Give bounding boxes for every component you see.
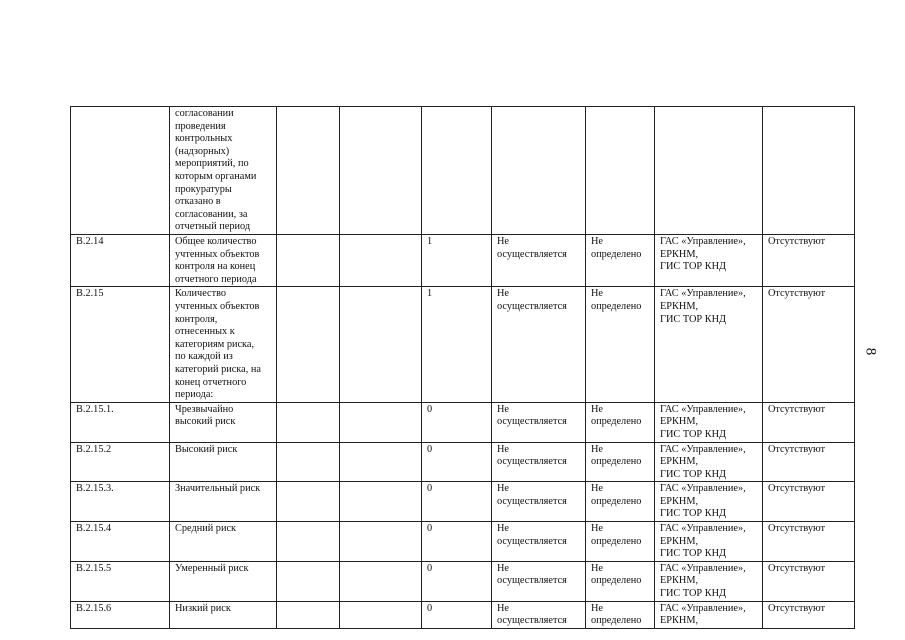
cell-line: ГАС «Управление», xyxy=(660,523,746,535)
cell-line: ЕРКНМ, xyxy=(660,615,699,627)
cell-line: Не xyxy=(497,236,510,247)
table-row xyxy=(71,522,855,562)
cell-line: определено xyxy=(591,300,642,312)
cell-line: ЕРКНМ, xyxy=(660,535,699,547)
cell-line: отнесенных к xyxy=(175,326,235,338)
cell-line: Не xyxy=(497,403,510,415)
indicator-value: 0 xyxy=(427,483,433,495)
empty-cell xyxy=(277,235,340,287)
status-cell xyxy=(586,107,655,235)
source-cell xyxy=(655,235,763,287)
notes-cell xyxy=(763,482,855,522)
cell-line: ГИС ТОР КНД xyxy=(660,508,727,520)
method-cell xyxy=(492,442,586,482)
cell-line: ЕРКНМ, xyxy=(660,495,699,507)
value-cell xyxy=(422,561,492,601)
indicator-name-cell xyxy=(170,482,277,522)
status-cell xyxy=(586,561,655,601)
value-cell xyxy=(422,235,492,287)
indicator-value: 0 xyxy=(427,523,433,535)
table-body xyxy=(71,107,855,629)
empty-cell xyxy=(340,402,422,442)
value-cell xyxy=(422,522,492,562)
indicator-name-cell xyxy=(170,402,277,442)
notes-cell xyxy=(763,287,855,402)
indicator-id: В.2.15.4 xyxy=(76,523,112,535)
status-cell xyxy=(586,601,655,628)
indicator-id: В.2.15.5 xyxy=(76,562,112,574)
indicator-name-cell xyxy=(170,235,277,287)
notes-cell xyxy=(763,107,855,235)
empty-cell xyxy=(340,482,422,522)
empty-cell xyxy=(277,287,340,402)
method-cell xyxy=(492,561,586,601)
empty-cell xyxy=(277,601,340,628)
indicator-value: 0 xyxy=(427,602,433,614)
cell-line: Средний риск xyxy=(175,523,237,535)
empty-cell xyxy=(340,561,422,601)
cell-line: Не xyxy=(591,602,604,614)
source-cell xyxy=(655,522,763,562)
empty-cell xyxy=(340,235,422,287)
empty-cell xyxy=(340,107,422,235)
cell-line: Количество xyxy=(175,288,227,300)
cell-line: осуществляется xyxy=(497,615,567,627)
indicator-value: 1 xyxy=(427,236,433,247)
cell-line: определено xyxy=(591,416,642,428)
indicator-value: 1 xyxy=(427,288,433,300)
source-cell xyxy=(655,402,763,442)
indicator-id-cell xyxy=(71,522,170,562)
cell-line: ГИС ТОР КНД xyxy=(660,548,727,560)
indicator-id: В.2.15.2 xyxy=(76,443,112,455)
indicator-name-cell xyxy=(170,601,277,628)
cell-line: ЕРКНМ, xyxy=(660,575,699,587)
cell-line: ГИС ТОР КНД xyxy=(660,428,727,440)
empty-cell xyxy=(340,287,422,402)
notes-text: Отсутствуют xyxy=(768,236,826,247)
cell-line: (надзорных) xyxy=(175,145,230,157)
cell-line: отказано в xyxy=(175,196,221,208)
empty-cell xyxy=(277,107,340,235)
cell-line: ГИС ТОР КНД xyxy=(660,588,727,600)
source-cell xyxy=(655,107,763,235)
cell-line: Умеренный риск xyxy=(175,562,249,574)
notes-cell xyxy=(763,561,855,601)
method-cell xyxy=(492,235,586,287)
cell-line: Не xyxy=(591,562,604,574)
cell-line: проведения xyxy=(175,120,226,132)
value-cell xyxy=(422,402,492,442)
cell-line: контроля на конец xyxy=(175,261,256,273)
method-cell xyxy=(492,522,586,562)
indicator-value: 0 xyxy=(427,443,433,455)
cell-line: Не xyxy=(497,523,510,535)
status-cell xyxy=(586,482,655,522)
source-cell xyxy=(655,561,763,601)
indicator-value: 0 xyxy=(427,403,433,415)
cell-line: осуществляется xyxy=(497,300,567,312)
cell-line: определено xyxy=(591,575,642,587)
cell-line: Не xyxy=(591,288,604,300)
indicator-id: В.2.15 xyxy=(76,288,104,300)
empty-cell xyxy=(340,522,422,562)
notes-cell xyxy=(763,601,855,628)
cell-line: ГАС «Управление», xyxy=(660,236,746,247)
empty-cell xyxy=(277,402,340,442)
empty-cell xyxy=(277,522,340,562)
cell-line: мероприятий, по xyxy=(175,158,249,170)
cell-line: Не xyxy=(497,562,510,574)
cell-line: ГИС ТОР КНД xyxy=(660,313,727,325)
status-cell xyxy=(586,442,655,482)
cell-line: Не xyxy=(497,483,510,495)
indicator-id: В.2.15.3. xyxy=(76,483,114,495)
cell-line: Не xyxy=(591,236,604,247)
notes-cell xyxy=(763,402,855,442)
indicator-name-cell xyxy=(170,287,277,402)
cell-line: согласовании xyxy=(175,108,234,119)
table-row xyxy=(71,402,855,442)
cell-line: ГАС «Управление», xyxy=(660,403,746,415)
cell-line: Чрезвычайно xyxy=(175,403,234,415)
cell-line: Не xyxy=(591,483,604,495)
empty-cell xyxy=(277,482,340,522)
cell-line: отчетного периода xyxy=(175,273,257,285)
notes-text: Отсутствуют xyxy=(768,443,826,455)
status-cell xyxy=(586,522,655,562)
indicator-id: В.2.15.1. xyxy=(76,403,114,415)
cell-line: осуществляется xyxy=(497,248,567,260)
value-cell xyxy=(422,601,492,628)
table-row xyxy=(71,107,855,235)
cell-line: осуществляется xyxy=(497,575,567,587)
cell-line: Низкий риск xyxy=(175,602,231,614)
cell-line: ГАС «Управление», xyxy=(660,288,746,300)
cell-line: определено xyxy=(591,535,642,547)
table-row xyxy=(71,287,855,402)
status-cell xyxy=(586,287,655,402)
indicator-id-cell xyxy=(71,235,170,287)
table-row xyxy=(71,482,855,522)
empty-cell xyxy=(340,442,422,482)
cell-line: отчетный период xyxy=(175,221,251,233)
indicator-id-cell xyxy=(71,561,170,601)
source-cell xyxy=(655,287,763,402)
cell-line: определено xyxy=(591,495,642,507)
cell-line: ЕРКНМ, xyxy=(660,416,699,428)
indicator-id-cell xyxy=(71,402,170,442)
cell-line: Общее количество xyxy=(175,236,257,247)
method-cell xyxy=(492,402,586,442)
cell-line: контроля, xyxy=(175,313,218,325)
cell-line: высокий риск xyxy=(175,416,236,428)
notes-text: Отсутствуют xyxy=(768,562,826,574)
cell-line: согласовании, за xyxy=(175,208,248,220)
cell-line: ГАС «Управление», xyxy=(660,562,746,574)
notes-cell xyxy=(763,522,855,562)
cell-line: категориям риска, xyxy=(175,338,255,350)
cell-line: ЕРКНМ, xyxy=(660,300,699,312)
cell-line: определено xyxy=(591,615,642,627)
method-cell xyxy=(492,482,586,522)
cell-line: Не xyxy=(591,443,604,455)
value-cell xyxy=(422,482,492,522)
indicator-id-cell xyxy=(71,601,170,628)
empty-cell xyxy=(340,601,422,628)
cell-line: периода: xyxy=(175,389,214,401)
source-cell xyxy=(655,601,763,628)
cell-line: Не xyxy=(497,288,510,300)
value-cell xyxy=(422,287,492,402)
cell-line: Не xyxy=(591,523,604,535)
cell-line: которым органами xyxy=(175,170,257,182)
indicator-id: В.2.14 xyxy=(76,236,104,247)
method-cell xyxy=(492,601,586,628)
cell-line: конец отчетного xyxy=(175,376,247,388)
cell-line: ГАС «Управление», xyxy=(660,602,746,614)
indicator-value: 0 xyxy=(427,562,433,574)
cell-line: ГАС «Управление», xyxy=(660,483,746,495)
cell-line: определено xyxy=(591,456,642,468)
indicator-name-cell xyxy=(170,561,277,601)
value-cell xyxy=(422,107,492,235)
status-cell xyxy=(586,402,655,442)
cell-line: по каждой из xyxy=(175,351,233,363)
cell-line: ЕРКНМ, xyxy=(660,248,699,260)
page-number: 8 xyxy=(862,347,879,356)
indicator-id-cell xyxy=(71,442,170,482)
method-cell xyxy=(492,287,586,402)
cell-line: определено xyxy=(591,248,642,260)
indicators-table xyxy=(70,106,855,629)
cell-line: прокуратуры xyxy=(175,183,232,195)
notes-cell xyxy=(763,442,855,482)
notes-text: Отсутствуют xyxy=(768,602,826,614)
value-cell xyxy=(422,442,492,482)
method-cell xyxy=(492,107,586,235)
indicator-id-cell xyxy=(71,287,170,402)
table-row xyxy=(71,601,855,628)
notes-cell xyxy=(763,235,855,287)
cell-line: ГИС ТОР КНД xyxy=(660,468,727,480)
table-row xyxy=(71,561,855,601)
indicator-name-cell xyxy=(170,442,277,482)
cell-line: Высокий риск xyxy=(175,443,238,455)
cell-line: осуществляется xyxy=(497,535,567,547)
cell-line: Не xyxy=(497,602,510,614)
source-cell xyxy=(655,442,763,482)
indicator-id-cell xyxy=(71,482,170,522)
notes-text: Отсутствуют xyxy=(768,288,826,300)
status-cell xyxy=(586,235,655,287)
cell-line: ЕРКНМ, xyxy=(660,456,699,468)
cell-line: осуществляется xyxy=(497,416,567,428)
empty-cell xyxy=(277,561,340,601)
cell-line: Значительный риск xyxy=(175,483,261,495)
notes-text: Отсутствуют xyxy=(768,483,826,495)
cell-line: контрольных xyxy=(175,133,233,145)
indicator-name-cell xyxy=(170,522,277,562)
indicator-id-cell xyxy=(71,107,170,235)
cell-line: осуществляется xyxy=(497,495,567,507)
table-row xyxy=(71,235,855,287)
indicator-id: В.2.15.6 xyxy=(76,602,112,614)
cell-line: Не xyxy=(497,443,510,455)
cell-line: ГАС «Управление», xyxy=(660,443,746,455)
table-row xyxy=(71,442,855,482)
cell-line: категорий риска, на xyxy=(175,363,261,375)
cell-line: учтенных объектов xyxy=(175,248,260,260)
notes-text: Отсутствуют xyxy=(768,523,826,535)
cell-line: Не xyxy=(591,403,604,415)
empty-cell xyxy=(277,442,340,482)
notes-text: Отсутствуют xyxy=(768,403,826,415)
source-cell xyxy=(655,482,763,522)
cell-line: учтенных объектов xyxy=(175,300,260,312)
indicator-name-cell xyxy=(170,107,277,235)
cell-line: осуществляется xyxy=(497,456,567,468)
cell-line: ГИС ТОР КНД xyxy=(660,261,727,273)
